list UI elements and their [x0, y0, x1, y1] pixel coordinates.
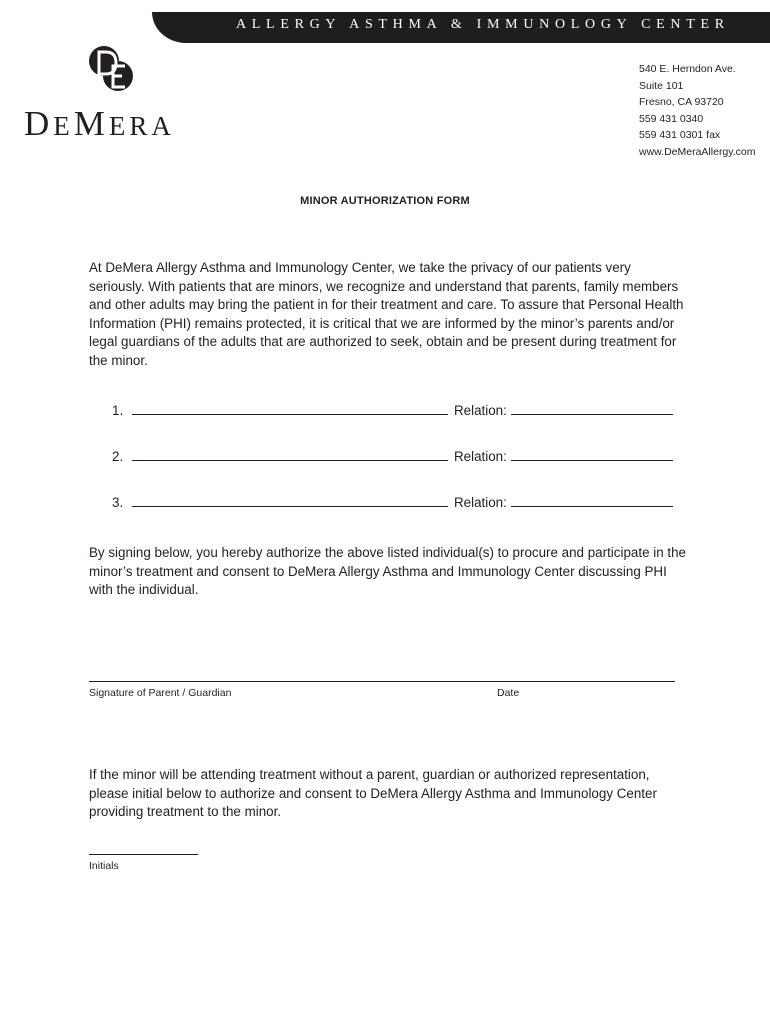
date-label: Date [497, 687, 520, 699]
name-field[interactable] [132, 505, 448, 507]
row-number: 1. [112, 403, 124, 418]
fax-number: 559 431 0301 fax [639, 129, 721, 142]
street-address: 540 E. Herndon Ave. [639, 63, 736, 75]
demera-monogram-icon [84, 42, 136, 94]
website: www.DeMeraAllergy.com [639, 145, 756, 158]
name-field[interactable] [132, 413, 448, 415]
form-title: MINOR AUTHORIZATION FORM [300, 195, 470, 207]
authorized-person-row [112, 403, 673, 418]
initials-field[interactable] [89, 854, 198, 855]
relation-label: Relation: [454, 449, 507, 464]
signature-field[interactable] [89, 681, 675, 682]
row-number: 3. [112, 495, 124, 510]
address-block [639, 61, 756, 161]
name-field[interactable] [132, 459, 448, 461]
relation-label: Relation: [454, 495, 507, 510]
signature-label: Signature of Parent / Guardian [89, 687, 232, 699]
banner-title: ALLERGY ASTHMA & IMMUNOLOGY CENTER [236, 17, 730, 32]
unaccompanied-paragraph: If the minor will be attending treatment without a parent, guardian or authorized representation, please initial below to authorize and consent to DeMera Allergy Asthma and Immunology Center providing treatment to the minor. [89, 767, 657, 820]
relation-field[interactable] [511, 413, 673, 415]
authorized-person-row [112, 495, 673, 510]
authorized-person-row [112, 449, 673, 464]
phone-number: 559 431 0340 [639, 112, 704, 125]
relation-label: Relation: [454, 403, 507, 418]
suite: Suite 101 [639, 79, 684, 92]
relation-field[interactable] [511, 505, 673, 507]
row-number: 2. [112, 449, 124, 464]
authorization-paragraph: By signing below, you hereby authorize the above listed individual(s) to procure and participate in the minor’s treatment and consent to DeMera Allergy Asthma and Immunology Center discussing PHI with the individual. [89, 545, 686, 598]
city-state-zip: Fresno, CA 93720 [639, 96, 724, 109]
company-wordmark: DEMERA [24, 104, 175, 143]
relation-field[interactable] [511, 459, 673, 461]
intro-paragraph: At DeMera Allergy Asthma and Immunology Center, we take the privacy of our patients very seriously. With patients that are minors, we recognize and understand that parents, family members and other adults may bring the patient in for their treatment and care. To assure that Personal Health Information (PHI) remains protected, it is critical that we are informed by the minor’s parents and/or legal guardians of the adults that are authorized to seek, obtain and be present during treatment for the minor. [89, 260, 684, 368]
initials-label: Initials [89, 860, 119, 872]
